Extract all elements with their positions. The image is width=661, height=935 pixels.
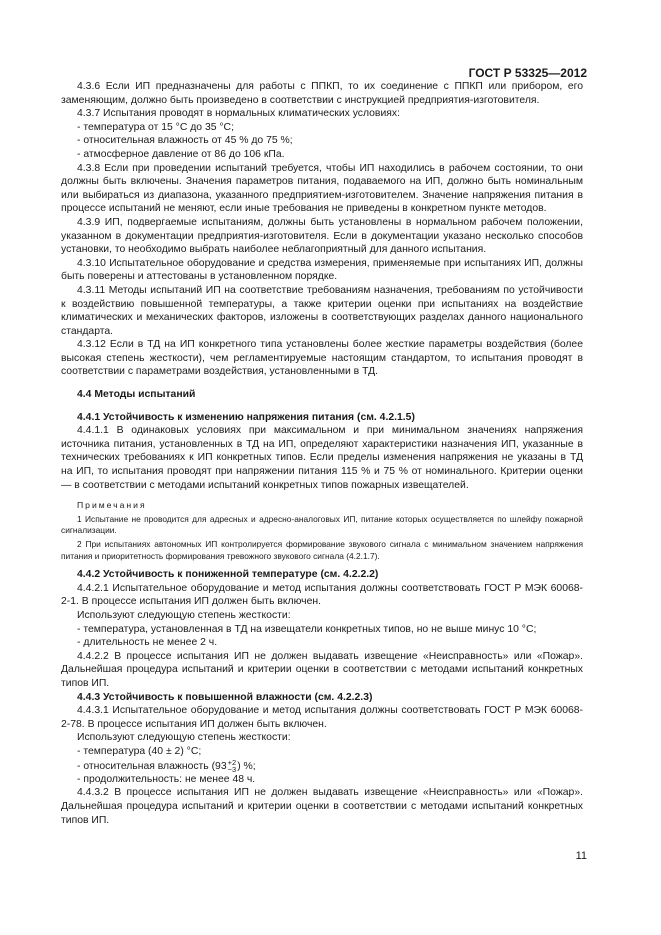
tolerance-upper: +2	[227, 757, 237, 767]
severity-intro: Используют следующую степень жесткости:	[77, 609, 291, 621]
list-item: - температура от 15 °С до 35 °С;	[77, 121, 234, 133]
humidity-unit: ) %;	[237, 760, 256, 772]
list-item: - длительность не менее 2 ч.	[77, 637, 218, 649]
paragraph-4-4-3-2: 4.4.3.2 В процессе испытания ИП не должен выдавать извещение «Неисправность» или «Пожар». Дальнейшая процедура испытаний и критерии оценки в соответствии с методами испытаний конкретных типов ИП.	[61, 787, 583, 826]
page-content	[61, 80, 583, 827]
paragraph-4-4-3-1: 4.4.3.1 Испытательное оборудование и метод испытания должны соответствовать ГОСТ Р МЭК 60068-2-78. В процессе испытания ИП должен быть включен.	[61, 705, 583, 730]
subsection-heading-4-4-1: 4.4.1 Устойчивость к изменению напряжения питания (см. 4.2.1.5)	[77, 411, 415, 423]
paragraph-4-4-2-1: 4.4.2.1 Испытательное оборудование и метод испытания должны соответствовать ГОСТ Р МЭК 60068-2-1. В процессе испытания ИП должен быть включен.	[61, 582, 583, 608]
paragraph-4-3-10: 4.3.10 Испытательное оборудование и средства измерения, применяемые при испытаниях ИП, должны быть поверены и аттестованы в установленном порядке.	[61, 257, 583, 283]
notes-title: Примечания	[77, 500, 147, 511]
paragraph-4-3-7: 4.3.7 Испытания проводят в нормальных климатических условиях:	[77, 108, 400, 120]
paragraph-4-3-9: 4.3.9 ИП, подвергаемые испытаниям, должны быть установлены в нормальном рабочем положении, указанном в документации предприятия-изготовителя. Если в документации указано несколько способов установки, то необходимо выбрать наиболее неблагоприятный для данного испытания.	[61, 216, 583, 256]
paragraph-4-3-12: 4.3.12 Если в ТД на ИП конкретного типа установлены более жесткие параметры воздействия (более высокая степень жесткости), чем регламентируемые настоящим стандартом, то испытания проводят в соответствии с параметрами воздействия, установленными в ТД.	[61, 339, 583, 378]
subsection-heading-4-4-2: 4.4.2 Устойчивость к пониженной температуре (см. 4.2.2.2)	[77, 569, 379, 581]
humidity-text: - относительная влажность (93	[77, 760, 227, 772]
note-2: 2 При испытаниях автономных ИП контролируется формирование звукового сигнала с минимальном значением напряжения питания и приоритетность формирования тревожного звукового сигнала (4.2.1.7).	[61, 539, 583, 561]
severity-intro: Используют следующую степень жесткости:	[77, 732, 291, 744]
list-item: - температура, установленная в ТД на извещатели конкретных типов, но не выше минус 10 °С;	[77, 623, 537, 635]
list-item-humidity	[61, 759, 583, 773]
note-1: 1 Испытание не проводится для адресных и адресно-аналоговых ИП, питание которых осуществляется по шлейфу пожарной сигнализации.	[61, 513, 583, 536]
paragraph-4-3-11: 4.3.11 Методы испытаний ИП на соответствие требованиям назначения, требованиям по устойчивости к воздействию повышенной температуры, а также критерии оценки при испытаниях на воздействие климатических и механических факторов, изложены в соответствующих разделах данного национального стандарта.	[61, 284, 583, 337]
list-item: - атмосферное давление от 86 до 106 кПа.	[77, 148, 285, 160]
paragraph-4-4-2-2: 4.4.2.2 В процессе испытания ИП не должен выдавать извещение «Неисправность» или «Пожар». Дальнейшая процедура испытаний и критерии оценки в соответствии с методами испытаний конкретных типов ИП.	[61, 650, 583, 689]
paragraph-4-4-1-1: 4.4.1.1 В одинаковых условиях при максимальном и при минимальном значениях напряжения источника питания, установленных в ТД на ИП, определяют характеристики назначения ИП, указанные в технических требованиях к ИП конкретных типов. Если пределы изменения напряжения не указаны в ТД на ИП, то испытания проводят при напряжении питания 115 % и 75 % от номинального. Критерии оценки — в соответствии с методами испытаний конкретных типов пожарных извещателей.	[61, 425, 583, 491]
subsection-heading-4-4-3: 4.4.3 Устойчивость к повышенной влажности (см. 4.2.2.3)	[77, 691, 373, 703]
list-item: - продолжительность: не менее 48 ч.	[77, 773, 256, 785]
tolerance-lower: −3	[227, 764, 237, 774]
page-number: 11	[575, 850, 587, 862]
paragraph-4-3-6: 4.3.6 Если ИП предназначены для работы с ППКП, то их соединение с ППКП или прибором, его заменяющим, должно быть произведено в соответствии с инструкцией предприятия-изготовителя.	[61, 81, 583, 106]
section-heading-4-4: 4.4 Методы испытаний	[77, 389, 196, 401]
list-item: - относительная влажность от 45 % до 75 %;	[77, 135, 293, 147]
humidity-tolerance	[228, 759, 237, 773]
standard-header: ГОСТ Р 53325—2012	[468, 66, 587, 80]
paragraph-4-3-8: 4.3.8 Если при проведении испытаний требуется, чтобы ИП находились в рабочем состоянии, то они должны быть включены. Значения параметров питания, подаваемого на ИП, должно быть номинальным или выбираться из диапазона, указанного предприятием-изготовителем. Значение напряжения питания в процессе испытаний не меняют, если иные требования не приведены в конкретном пункте методов.	[61, 162, 583, 215]
list-item: - температура (40 ± 2) °С;	[77, 745, 202, 757]
